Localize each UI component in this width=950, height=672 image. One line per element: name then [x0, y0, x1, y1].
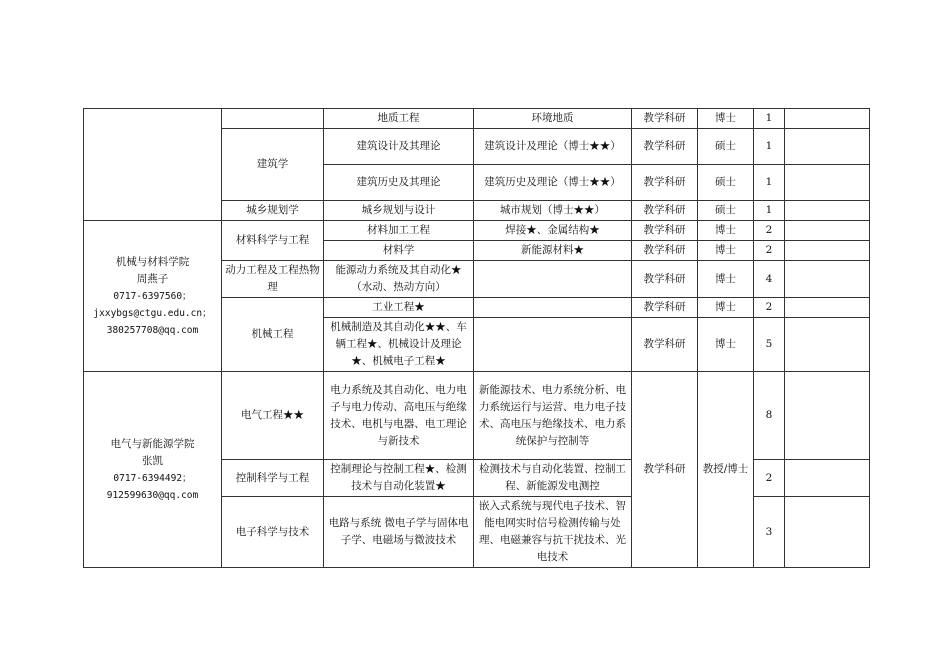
type-cell: 教学科研 — [632, 241, 698, 261]
direction-cell — [474, 318, 632, 372]
count-cell: 8 — [754, 372, 785, 460]
recruitment-table — [83, 108, 870, 568]
major-cell: 工业工程★ — [324, 298, 474, 318]
count-cell: 2 — [754, 460, 785, 497]
count-cell: 2 — [754, 221, 785, 241]
direction-cell — [474, 298, 632, 318]
remark-cell — [785, 460, 870, 497]
discipline-cell — [222, 109, 324, 129]
type-cell: 教学科研 — [632, 165, 698, 201]
contact-name: 张凯 — [142, 454, 163, 467]
remark-cell — [785, 261, 870, 298]
count-cell: 3 — [754, 497, 785, 568]
direction-cell: 环境地质 — [474, 109, 632, 129]
contact-email: 380257708@qq.com — [106, 324, 199, 336]
major-cell: 建筑历史及其理论 — [324, 165, 474, 201]
degree-cell: 硕士 — [698, 129, 754, 165]
type-cell: 教学科研 — [632, 261, 698, 298]
direction-cell: 建筑历史及理论（博士★★） — [474, 165, 632, 201]
discipline-cell: 机械工程 — [222, 298, 324, 372]
degree-cell: 硕士 — [698, 165, 754, 201]
direction-cell: 焊接★、金属结构★ — [474, 221, 632, 241]
college-name: 机械与材料学院 — [115, 255, 190, 268]
degree-cell: 博士 — [698, 261, 754, 298]
major-cell: 控制理论与控制工程★、检测技术与自动化装置★ — [324, 460, 474, 497]
discipline-cell: 电气工程★★ — [222, 372, 324, 460]
contact-phone: 0717-6394492； — [113, 472, 192, 484]
count-cell: 2 — [754, 298, 785, 318]
contact-email: 912599630@qq.com — [106, 489, 199, 501]
type-cell: 教学科研 — [632, 129, 698, 165]
count-cell: 5 — [754, 318, 785, 372]
table-row — [84, 372, 870, 460]
major-cell: 机械制造及其自动化★★、车辆工程★、机械设计及理论★、机械电子工程★ — [324, 318, 474, 372]
contact-email: jxxybgs@ctgu.edu.cn； — [93, 307, 212, 319]
degree-cell: 博士 — [698, 298, 754, 318]
contact-name: 周燕子 — [136, 272, 169, 285]
discipline-cell: 电子科学与技术 — [222, 497, 324, 568]
discipline-cell: 城乡规划学 — [222, 201, 324, 221]
remark-cell — [785, 318, 870, 372]
discipline-cell: 材料科学与工程 — [222, 221, 324, 261]
direction-cell: 建筑设计及理论（博士★★） — [474, 129, 632, 165]
direction-cell: 检测技术与自动化装置、控制工程、新能源发电测控 — [474, 460, 632, 497]
major-cell: 地质工程 — [324, 109, 474, 129]
remark-cell — [785, 165, 870, 201]
count-cell: 1 — [754, 129, 785, 165]
degree-cell: 教授/博士 — [698, 372, 754, 568]
degree-cell: 博士 — [698, 109, 754, 129]
college-name: 电气与新能源学院 — [110, 437, 195, 450]
type-cell: 教学科研 — [632, 372, 698, 568]
degree-cell: 博士 — [698, 241, 754, 261]
major-cell: 建筑设计及其理论 — [324, 129, 474, 165]
remark-cell — [785, 497, 870, 568]
contact-phone: 0717-6397560； — [113, 290, 192, 302]
count-cell: 2 — [754, 241, 785, 261]
major-cell: 材料加工工程 — [324, 221, 474, 241]
direction-cell: 城市规划（博士★★） — [474, 201, 632, 221]
table-row — [84, 221, 870, 241]
discipline-cell: 建筑学 — [222, 129, 324, 201]
direction-cell: 嵌入式系统与现代电子技术、智能电网实时信号检测传输与处理、电磁兼容与抗干扰技术、光电技术 — [474, 497, 632, 568]
table-row — [84, 109, 870, 129]
degree-cell: 博士 — [698, 221, 754, 241]
major-cell: 材料学 — [324, 241, 474, 261]
remark-cell — [785, 129, 870, 165]
count-cell: 1 — [754, 201, 785, 221]
degree-cell: 硕士 — [698, 201, 754, 221]
degree-cell: 博士 — [698, 318, 754, 372]
major-cell: 城乡规划与设计 — [324, 201, 474, 221]
direction-cell — [474, 261, 632, 298]
major-cell: 电路与系统 微电子学与固体电子学、电磁场与微波技术 — [324, 497, 474, 568]
count-cell: 1 — [754, 165, 785, 201]
remark-cell — [785, 372, 870, 460]
type-cell: 教学科研 — [632, 298, 698, 318]
discipline-cell: 控制科学与工程 — [222, 460, 324, 497]
major-cell: 电力系统及其自动化、电力电子与电力传动、高电压与绝缘技术、电机与电器、电工理论与新技术 — [324, 372, 474, 460]
count-cell: 1 — [754, 109, 785, 129]
discipline-cell: 动力工程及工程热物理 — [222, 261, 324, 298]
remark-cell — [785, 201, 870, 221]
major-cell: 能源动力系统及其自动化★（水动、热动方向） — [324, 261, 474, 298]
type-cell: 教学科研 — [632, 109, 698, 129]
college-cell-elec — [84, 372, 222, 568]
remark-cell — [785, 109, 870, 129]
direction-cell: 新能源材料★ — [474, 241, 632, 261]
remark-cell — [785, 221, 870, 241]
type-cell: 教学科研 — [632, 318, 698, 372]
count-cell: 4 — [754, 261, 785, 298]
remark-cell — [785, 298, 870, 318]
remark-cell — [785, 241, 870, 261]
type-cell: 教学科研 — [632, 221, 698, 241]
direction-cell: 新能源技术、电力系统分析、电力系统运行与运营、电力电子技术、高电压与绝缘技术、电力系统保护与控制等 — [474, 372, 632, 460]
college-cell-mech — [84, 221, 222, 372]
college-cell-empty — [84, 109, 222, 221]
type-cell: 教学科研 — [632, 201, 698, 221]
